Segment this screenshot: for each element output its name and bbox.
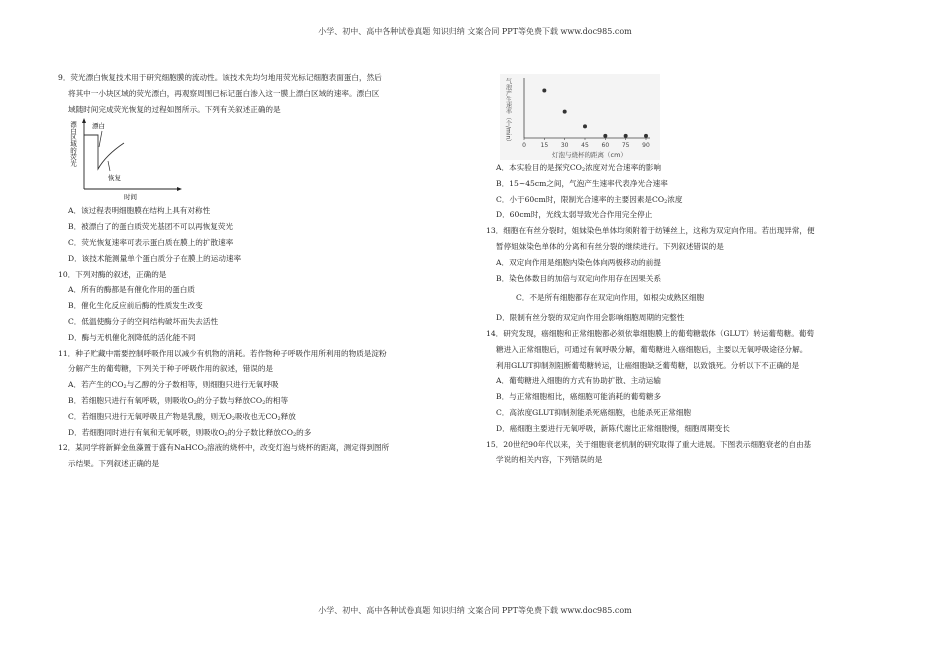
- q12-stem-line2: 示结果。下列叙述正确的是: [68, 459, 160, 469]
- q13-option-b: B．染色体数目的加倍与双定向作用存在因果关系: [496, 273, 662, 283]
- x-tick-label: 90: [642, 142, 650, 149]
- q11-option-c: C．若细胞只进行无氧呼吸且产物是乳酸，则无$O_2$吸收也无$CO_2$释放: [68, 411, 296, 422]
- x-tick-label: 60: [601, 142, 610, 149]
- q12-option-a: A．本实验目的是探究$CO_2$浓度对光合速率的影响: [496, 163, 661, 173]
- q14-stem-line3: 利用GLUT抑制剂阻断葡萄糖转运，让癌细胞缺乏葡萄糖，以致饿死。分析以下不正确的是: [496, 360, 800, 370]
- q9-option-c: C．荧光恢复速率可表示蛋白质在膜上的扩散速率: [68, 237, 234, 247]
- q13-stem-line1: 13．细胞在有丝分裂时，姐妹染色单体均须附着于纺锤丝上，这称为双定向作用。若出现异常，便: [486, 226, 815, 236]
- left-column: [58, 70, 458, 472]
- q14-option-c: C．高浓度GLUT抑制剂能杀死癌细胞，也能杀死正常细胞: [496, 407, 692, 417]
- data-point: [563, 110, 567, 114]
- q9-option-d: D．该技术能测量单个蛋白质分子在膜上的运动速率: [68, 253, 242, 263]
- page-header: 小学、初中、高中各种试卷真题 知识归纳 文案合同 PPT等免费下载 www.doc985.com: [318, 27, 632, 36]
- right-column: [486, 74, 886, 468]
- q14-option-b: B．与正常细胞相比，癌细胞可能消耗的葡萄糖多: [496, 392, 662, 402]
- q9-bleach-arrow: [99, 131, 102, 147]
- q13-option-d: D．限制有丝分裂的双定向作用会影响细胞周期的完整性: [496, 313, 685, 323]
- q11-stem-line1: 11．种子贮藏中需要控制呼吸作用以减少有机物的消耗。若作物种子呼吸作用所利用的物质是淀粉: [58, 348, 387, 358]
- q9-y-arrow: [82, 118, 86, 123]
- q11-option-d: D．若细胞同时进行有氧和无氧呼吸，则吸收$O_2$的分子数比释放$CO_2$的多: [68, 427, 312, 438]
- bubble-rate-chart: [500, 74, 660, 160]
- q12-xlabel: 灯泡与烧杯的距离（cm）: [552, 151, 627, 159]
- q9-recover-arrow: [108, 161, 110, 171]
- q9-stem-line3: 域随时间完成荧光恢复的过程如图所示。下列有关叙述正确的是: [68, 104, 281, 114]
- q10-stem: 10．下列对酶的叙述，正确的是: [58, 269, 167, 279]
- q10-option-b: B．催化生化反应前后酶的性质发生改变: [68, 301, 203, 311]
- q9-stem-line2: 将其中一小块区域的荧光漂白，再观察周围已标记蛋白渗入这一膜上漂白区域的速率。漂白区: [68, 88, 380, 98]
- q10-option-c: C．低温使酶分子的空间结构破坏而失去活性: [68, 316, 219, 326]
- q13-stem-line2: 暂停姐妹染色单体的分离和有丝分裂的继续进行。下列叙述错误的是: [496, 241, 724, 251]
- q15-stem-line1: 15．20世纪90年代以来，关于细胞衰老机制的研究取得了重大进展。下图表示细胞衰老的自由基: [486, 439, 812, 449]
- q12-ylabel: 气泡产生速率（个/min）: [504, 78, 512, 146]
- q9-label-bleach: 漂白: [92, 122, 105, 131]
- q9-option-a: A．该过程表明细胞膜在结构上具有对称性: [68, 206, 211, 216]
- x-tick-label: 30: [560, 142, 569, 149]
- q9-ylabel: 漂白区域的荧光: [69, 121, 77, 167]
- fluorescence-recovery-graph: [58, 117, 198, 203]
- q10-option-a: A．所有的酶都是有催化作用的蛋白质: [68, 285, 195, 295]
- q9-curve: [84, 135, 124, 169]
- data-point: [644, 134, 648, 138]
- x-tick-label: 45: [581, 142, 589, 149]
- q9-stem-line1: 9．荧光漂白恢复技术用于研究细胞膜的流动性。该技术先均匀地用荧光标记细胞表面蛋白，然后: [58, 73, 382, 82]
- q14-option-d: D．癌细胞主要进行无氧呼吸，新陈代谢比正常细胞慢，细胞周期变长: [496, 423, 730, 433]
- q14-stem-line1: 14．研究发现，癌细胞和正常细胞都必须依靠细胞膜上的葡萄糖载体（GLUT）转运葡萄糖。葡萄: [486, 328, 814, 338]
- q9-option-b: B．被漂白了的蛋白质荧光基团不可以再恢复荧光: [68, 222, 234, 232]
- q9-figure: [58, 117, 458, 203]
- data-point: [583, 124, 587, 128]
- q12-figure: [500, 74, 886, 160]
- q12-option-d: D．60cm时，光线太弱导致光合作用完全停止: [496, 210, 653, 220]
- q12-stem-line1: 12．某同学将新鲜金鱼藻置于盛有NaHCO$_3$溶液的烧杯中，改变灯泡与烧杯的距离，测定得到图所: [58, 443, 390, 454]
- q13-option-a: A．双定向作用是细胞内染色体向两极移动的前提: [496, 257, 661, 267]
- q14-stem-line2: 糖进入正常细胞后，可通过有氧呼吸分解，葡萄糖进入癌细胞后，主要以无氧呼吸途径分解。: [496, 344, 808, 354]
- page-footer: 小学、初中、高中各种试卷真题 知识归纳 文案合同 PPT等免费下载 www.doc985.com: [318, 606, 632, 615]
- data-point: [603, 134, 607, 138]
- data-point: [624, 134, 628, 138]
- q9-x-arrow: [177, 187, 182, 191]
- q12-option-c: C．小于60cm时，限制光合速率的主要因素是$CO_2$浓度: [496, 194, 683, 205]
- q9-label-recover: 恢复: [108, 174, 121, 183]
- q11-option-b: B．若细胞只进行有氧呼吸，则吸收$O_2$的分子数与释放$CO_2$的相等: [68, 395, 289, 406]
- q11-option-a: A．若产生的$CO_2$与乙醇的分子数相等，则细胞只进行无氧呼吸: [68, 380, 279, 391]
- q15-stem-line2: 学说的相关内容，下列错误的是: [496, 455, 603, 465]
- data-point: [542, 89, 546, 93]
- q13-option-c: C．不是所有细胞都存在双定向作用，如根尖成熟区细胞: [516, 293, 705, 303]
- q12-option-b: B．15~45cm之间，气泡产生速率代表净光合速率: [496, 178, 668, 188]
- x-tick-label: 0: [522, 142, 526, 149]
- x-tick-label: 75: [621, 142, 630, 149]
- q10-option-d: D．酶与无机催化剂降低的活化能不同: [68, 332, 196, 342]
- q9-xlabel: 时间: [124, 193, 137, 202]
- q14-option-a: A．葡萄糖进入细胞的方式有协助扩散、主动运输: [496, 376, 661, 386]
- q11-stem-line2: 分解产生的葡萄糖，下列关于种子呼吸作用的叙述，错误的是: [68, 364, 274, 374]
- x-tick-label: 15: [540, 142, 549, 149]
